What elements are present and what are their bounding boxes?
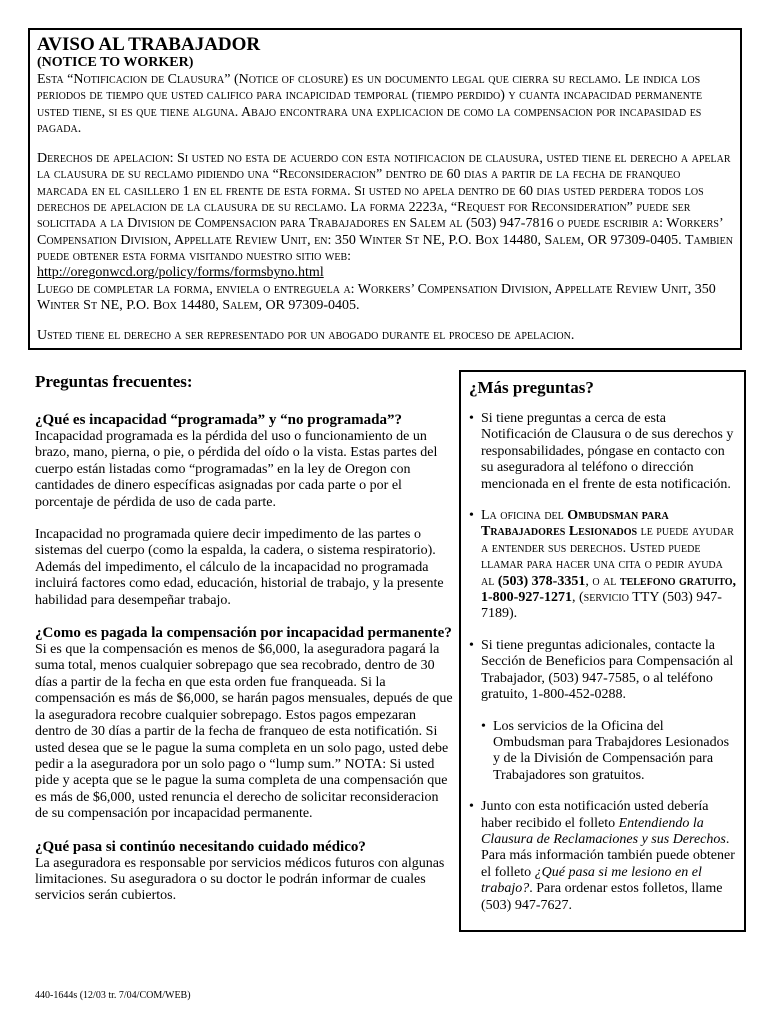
bullet-benefits-section: • Si tiene preguntas adicionales, contacte la Sección de Beneficios para Compensación al Trabajador, (503) 947-7585, o al teléfono gratuito, 1-800-452-0288. — [469, 638, 736, 704]
faq-question-1: ¿Qué es incapacidad “programada” y “no programada”? — [35, 412, 402, 428]
notice-title: AVISO AL TRABAJADOR — [37, 34, 261, 55]
bullet-ombudsman: • La oficina del Ombudsman para Trabajadores Lesionados le puede ayudar a entender sus derechos. Usted puede llamar para hacer una cita o pedir ayuda al (503) 378-3351, o al telefono gratuito, 1-800-927-1271, (servicio TTY (503) 947-7189). — [469, 508, 736, 623]
faq-question-2: ¿Como es pagada la compensación por incapacidad permanente? — [35, 625, 452, 642]
forms-link[interactable]: http://oregonwcd.org/policy/forms/formsbyno.html — [37, 265, 324, 281]
notice-subtitle: (NOTICE TO WORKER) — [37, 55, 194, 70]
faq-question-3: ¿Qué pasa si continúo necesitando cuidado médico? — [35, 838, 366, 855]
attorney-right: Usted tiene el derecho a ser representado por un abogado durante el proceso de apelacion. — [37, 328, 575, 344]
faq-answer-3: La aseguradora es responsable por servicios médicos futuros con algunas limitaciones. Su aseguradora o su doctor le podrán informar de cuales servicios serán cubiertos. — [35, 855, 445, 904]
submit-instructions: Luego de completar la forma, enviela o entreguela a: Workers’ Compensation Division, Appellate Review Unit, 350 Winter St NE, P.O. Box 14480, Salem, OR 97309-0405. — [37, 281, 716, 313]
appeal-rights-text — [37, 151, 733, 314]
notice-to-worker-box — [28, 28, 742, 350]
more-questions-title: ¿Más preguntas? — [469, 378, 594, 397]
faq-answer-2: Si es que la compensación es menos de $6,000, la aseguradora pagará la suma total, menos cualquier sobrepago que sea recobrado, dentro de 30 días a partir de la fecha en que esta orden fue franqueada. Si la compensación es más de $6,000, se harán pagos mensuales, depués de que la aseguradora recobre cualquier sobrepago. Estos pagos empezaran dentro de 30 días a partir de la fecha de franqueo de esta notificatión. Si usted desea que se le pague la suma completa en un solo pago, usted debe pedir a la aseguradora por un solo pago o “lump sum.” NOTA: Si usted pide y acepta que se le pague la suma completa de una compensación que es más de $6,000, usted renuncia el derecho de solicitar reconsideracion de su compensación por incapacidad permanente. — [35, 642, 453, 822]
form-number-footer: 440-1644s (12/03 tr. 7/04/COM/WEB) — [35, 990, 191, 1001]
bullet-booklets: • Junto con esta notificación usted debería haber recibido el folleto Entendiendo la Clausura de Reclamaciones y sus Derechos. Para más información también puede obtener el folleto ¿Qué pasa si me lesiono en el trabajo?. Para ordenar estos folletos, llame (503) 947-7627. — [469, 799, 736, 914]
faq-title: Preguntas frecuentes: — [35, 372, 193, 391]
bullet-insurer-contact: • Si tiene preguntas a cerca de esta Notificación de Clausura o de sus derechos y responsabilidades, póngase en contacto con su aseguradora al teléfono o dirección mencionada en el frente de esta notificación. — [469, 411, 736, 493]
faq-answer-1b: Incapacidad no programada quiere decir impedimento de las partes o sistemas del cuerpo (como la espalda, la cadera, o sistema respiratorio). Además del impedimento, el cálculo de la incapacidad no programada incluirá factores como edad, educación, historial de trabajo, y la presente habilidad para desempeñar trabajo. — [35, 527, 444, 608]
bullet-services-free: • Los servicios de la Oficina del Ombudsman para Trabajdores Lesionados y de la División de Compensación para Trabajadores son gratuitos. — [481, 719, 736, 785]
appeal-rights-body: Derechos de apelacion: Si usted no esta de acuerdo con esta notificacion de clausura, usted tiene el derecho a apelar la clausura de su reclamo pidiendo una “Reconsideracion” dentro de 60 dias a partir de la fecha de franqueo marcada en el casillero 1 en el frente de esta forma. Si usted no apela dentro de 60 dias usted perdera todos los derechos de apelacion de la clausura de su reclamo. La forma 2223a, “Request for Reconsideration” puede ser solicitada a la Division de Compensacion para Trabajadores en Salem al (503) 947-7816 o puede escribir a: Workers’ Compensation Division, Appellate Review Unit, en: 350 Winter St NE, P.O. Box 14480, Salem, OR 97309-0405. Tambien puede obtener esta forma visitando nuestro sitio web: — [37, 151, 733, 264]
faq-answer-1a: Incapacidad programada es la pérdida del uso o funcionamiento de un brazo, mano, pierna, o pie, o pérdida del oído o la vista. Estas partes del cuerpo están listadas como “programadas” en la ley de Oregon con cantidades de dinero específicas asignadas por cada parte o por el porcentaje de pérdida de uso de cada parte. — [35, 429, 438, 510]
notice-intro: Esta “Notificacion de Clausura” (Notice of closure) es un documento legal que cierra su reclamo. Le indica los periodos de tiempo que usted califico para incapicidad temporal (tiempo perdido) y cuanta incapacidad permanente usted tiene, si es que tiene alguna. Abajo encontrara una explicacion de como la compensacion por incapasidad es pagada. — [37, 72, 703, 136]
more-questions-box — [459, 370, 746, 932]
faq-column — [35, 372, 453, 905]
